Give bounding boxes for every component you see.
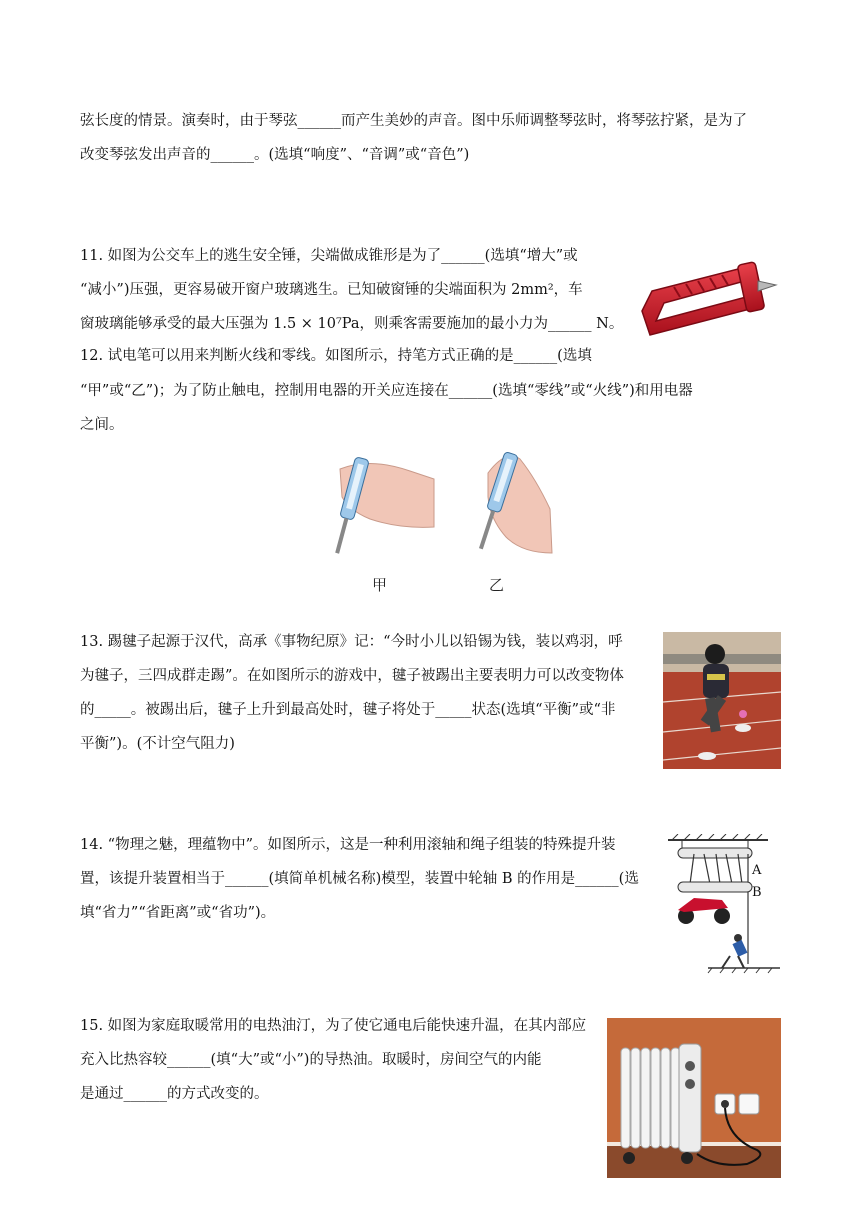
label-a: A [752,863,762,878]
question-13-line: 13. 踢毽子起源于汉代，高承《事物纪原》记：“今时小儿以铅锡为钱，装以鸡羽，呼 [80,634,623,650]
question-13-line: 平衡”)。(不计空气阻力) [80,736,235,752]
caption-jia: 甲 [372,576,388,594]
question-11-line: “减小”)压强，更容易破开窗户玻璃逃生。已知破窗锤的尖端面积为 2mm²，车 [80,282,583,298]
test-pen-grip-image [300,449,560,569]
question-13-line: 为毽子，三四成群走踢”。在如图所示的游戏中，毽子被踢出主要表明力可以改变物体 [80,668,624,684]
question-11-line: 窗玻璃能够承受的最大压强为 1.5 × 10⁷Pa，则乘客需要施加的最小力为______ N。 [80,316,624,332]
question-12-line: 之间。 [80,417,124,433]
question-12-line: 12. 试电笔可以用来判断火线和零线。如图所示，持笔方式正确的是______(选填 [80,348,592,364]
question-15-line: 充入比热容较______(填“大”或“小”)的导热油。取暖时，房间空气的内能 [80,1052,542,1068]
oil-heater-photo [607,1018,781,1178]
text-line: 弦长度的情景。演奏时，由于琴弦______而产生美妙的声音。图中乐师调整琴弦时，将琴弦拧紧，是为了 [80,113,747,129]
question-13-line: 的_____。被踢出后，毽子上升到最高处时，毽子将处于_____状态(选填“平衡”或“非 [80,702,616,718]
caption-yi: 乙 [489,576,505,594]
label-b: B [752,885,762,900]
question-11-line: 11. 如图为公交车上的逃生安全锤，尖端做成锥形是为了______(选填“增大”或 [80,248,578,264]
question-15-line: 是通过______的方式改变的。 [80,1086,269,1102]
text-line: 改变琴弦发出声音的______。(选填“响度”、“音调”或“音色”) [80,147,470,163]
shuttlecock-kicking-photo [663,632,781,769]
question-14-line: 置，该提升装置相当于______(填简单机械名称)模型，装置中轮轴 B 的作用是______(选 [80,871,639,887]
question-14-line: 14. “物理之魅，理蕴物中”。如图所示，这是一种利用滚轴和绳子组装的特殊提升装 [80,837,616,853]
question-12-line: “甲”或“乙”)；为了防止触电，控制用电器的开关应连接在______(选填“零线”或“火线”)和用电器 [80,383,693,399]
question-15-line: 15. 如图为家庭取暖常用的电热油汀，为了使它通电后能快速升温，在其内部应 [80,1018,587,1034]
question-14-line: 填“省力”“省距离”或“省功”)。 [80,905,276,921]
roller-lift-device-image [664,834,782,974]
safety-hammer-image [634,249,780,341]
